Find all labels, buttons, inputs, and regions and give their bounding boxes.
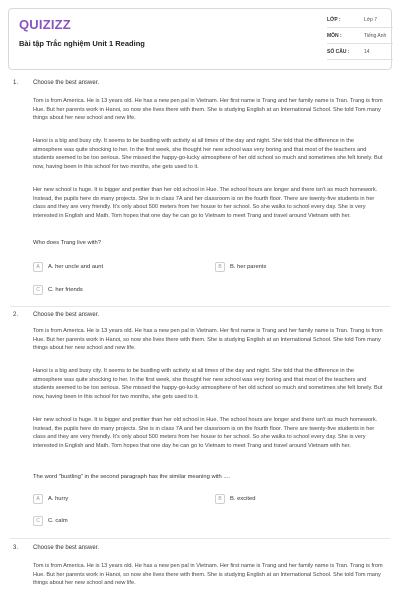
question-number: 3. [13,545,19,551]
option-letter-box: A [33,262,43,272]
worksheet-title: Bài tập Trắc nghiệm Unit 1 Reading [19,39,145,48]
passage-paragraph: Tom is from America. He is 13 years old. He has a new pen pal in Vietnam. Her first name is Trang and her family name is Tran. Trang is from Hue. But her parents work in Hanoi, so now she lives there with them. She is studying English at an International School. She told Tom many things about her new school and new life. [33,328,383,352]
option-text: C. calm [48,518,68,524]
question-text: Who does Trang live with? [33,240,101,246]
answer-option-c[interactable] [33,516,68,526]
meta-divider [327,59,393,60]
answer-option-c[interactable] [33,285,83,295]
question-prompt: Choose the best answer. [33,312,100,318]
option-letter-box: B [215,262,225,272]
option-text: B. excited [230,496,256,502]
passage-paragraph: Her new school is huge. It is bigger and prettier than her old school in Hue. The school hours are longer and there isn't as much homework. Instead, the pupils here do many projects. She is in class 7A and her classroom is on the fourth floor. There are twenty-five students in her class and they are very friendly. It's only about 500 meters from her house to her school. So she walks to school every day. She is very interested in English and Math. Tom hopes that one day he can go to Vietnam to meet Trang and travel around Vietnam with her. [33,417,378,449]
answer-option-a[interactable] [33,262,103,272]
meta-value-grade: Lớp 7 [364,17,378,23]
answer-option-b[interactable] [215,494,255,504]
question-text: The word "bustling" in the second paragraph has the similar meaning with .... [33,474,230,480]
worksheet-header [8,8,392,70]
question-number: 1. [13,80,19,86]
meta-divider [327,43,393,44]
option-text: C. her friends [48,287,83,293]
meta-label-subject: MÔN : [327,33,342,39]
question-divider [10,306,390,307]
passage-paragraph: Hanoi is a big and busy city. It seems to be bustling with activity at all times of the day and night. She told that the difference in the atmosphere was quite shocking to her. In the first week, she thought her new school was very boring and that most of the teachers and students seemed to be too serious. She missed the happy-go-lucky atmosphere of her old school so much and sometimes she felt lonely. But now, having been in this school for two months, she gets used to it. [33,138,383,170]
option-letter-box: A [33,494,43,504]
passage-paragraph: Her new school is huge. It is bigger and prettier than her old school in Hue. The school hours are longer and there isn't as much homework. Instead, the pupils here do many projects. She is in class 7A and her classroom is on the fourth floor. There are twenty-five students in her class and they are very friendly. It's only about 500 meters from her house to her school. So she walks to school every day. She is very interested in English and Math. Tom hopes that one day he can go to Vietnam to meet Trang and travel around Vietnam with her. [33,187,378,219]
answer-option-b[interactable] [215,262,266,272]
passage-paragraph: Hanoi is a big and busy city. It seems to be bustling with activity at all times of the day and night. She told that the difference in the atmosphere was quite shocking to her. In the first week, she thought her new school was very boring and that most of the teachers and students seemed to be too serious. She missed the happy-go-lucky atmosphere of her old school so much and sometimes she felt lonely. But now, having been in this school for two months, she gets used to it. [33,368,383,400]
option-text: A. her uncle and aunt [48,264,104,270]
option-letter-box: C [33,516,43,526]
meta-value-subject: Tiếng Anh [364,33,387,39]
meta-label-grade: LỚP : [327,17,341,23]
answer-option-a[interactable] [33,494,68,504]
passage-paragraph: Tom is from America. He is 13 years old. He has a new pen pal in Vietnam. Her first name is Trang and her family name is Tran. Trang is from Hue. But her parents work in Hanoi, so now she lives there with them. She is studying English at an International School. She told Tom many things about her new school and new life. [33,563,383,587]
question-divider [10,538,390,539]
question-prompt: Choose the best answer. [33,80,100,86]
question-number: 2. [13,312,19,318]
quizizz-logo: QUIZIZZ [19,17,71,32]
option-letter-box: B [215,494,225,504]
option-letter-box: C [33,285,43,295]
option-text: B. her parents [230,264,267,270]
meta-value-question-count: 14 [364,49,370,55]
meta-divider [327,27,393,28]
option-text: A. hurry [48,496,69,502]
passage-paragraph: Tom is from America. He is 13 years old. He has a new pen pal in Vietnam. Her first name is Trang and her family name is Tran. Trang is from Hue. But her parents work in Hanoi, so now she lives there with them. She is studying English at an International School. She told Tom many things about her new school and new life. [33,98,383,122]
question-prompt: Choose the best answer. [33,545,100,551]
meta-label-question-count: SỐ CÂU : [327,49,350,55]
